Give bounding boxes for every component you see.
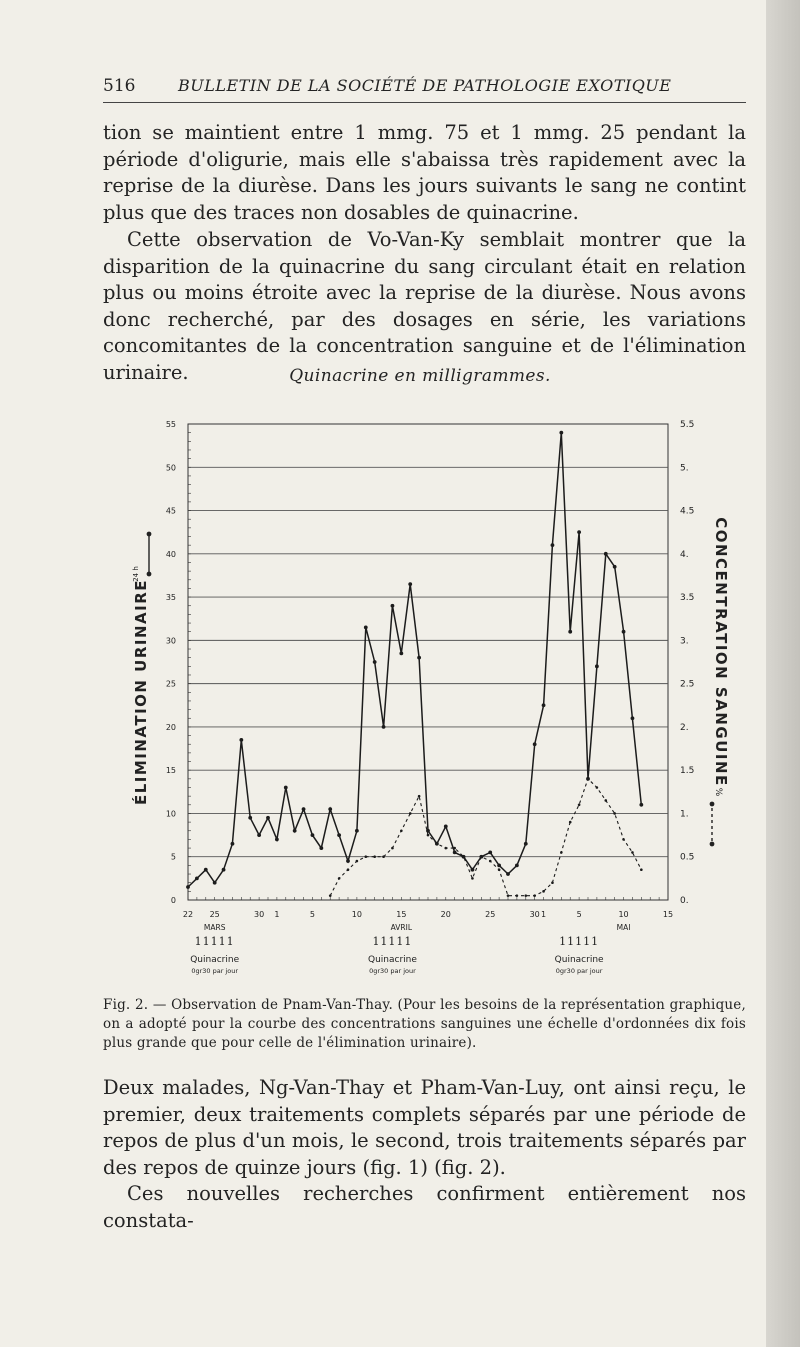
y-left-tick-label: 20 xyxy=(165,722,176,732)
point-concentration xyxy=(596,786,599,789)
legend-dashed-dot xyxy=(710,842,715,847)
treatment-dose: 0gr30 par jour xyxy=(191,967,239,975)
point-concentration xyxy=(436,842,439,845)
point-concentration xyxy=(498,868,501,871)
point-concentration xyxy=(622,838,625,841)
y-right-tick-label: 3. xyxy=(680,636,689,647)
point-concentration xyxy=(631,851,634,854)
page-number: 516 xyxy=(103,76,136,96)
treatment-dose: 0gr30 par jour xyxy=(555,967,603,975)
point-concentration xyxy=(533,894,536,897)
x-tick-label: 1 xyxy=(541,910,547,919)
point-elimination xyxy=(382,725,386,729)
x-tick-label: 10 xyxy=(618,910,629,919)
y-left-tick-label: 55 xyxy=(165,420,176,429)
y-right-tick-label: 0. xyxy=(680,896,689,906)
point-elimination xyxy=(222,868,226,872)
point-elimination xyxy=(417,656,421,660)
point-concentration xyxy=(516,894,519,897)
point-concentration xyxy=(427,834,430,837)
point-elimination xyxy=(471,868,475,872)
point-concentration xyxy=(489,860,492,863)
point-concentration xyxy=(542,890,545,893)
y-right-tick-label: 0.5 xyxy=(680,852,695,863)
point-concentration xyxy=(587,778,590,781)
paragraph-1: tion se maintient entre 1 mmg. 75 et 1 mmg. 25 pendant la période d'oligurie, mais elle s'abaissa très rapidement avec la reprise de la diurèse. Dans les jours suivants le sang ne contint plus que des traces non dosables de quinacrine. xyxy=(103,121,746,224)
header-rule xyxy=(103,102,746,103)
y-left-tick-label: 45 xyxy=(165,506,176,516)
point-concentration xyxy=(391,847,394,850)
y-left-tick-label: 40 xyxy=(165,549,176,559)
treatment-marks: 11111 xyxy=(372,935,413,948)
y-right-tick-label: 1. xyxy=(680,809,689,820)
y-left-tick-label: 25 xyxy=(165,679,176,689)
point-elimination xyxy=(488,851,492,855)
treatment-marks: 11111 xyxy=(194,935,235,948)
point-elimination xyxy=(622,630,626,634)
point-concentration xyxy=(338,877,341,880)
point-elimination xyxy=(595,664,599,668)
point-elimination xyxy=(195,876,199,880)
point-concentration xyxy=(418,795,421,798)
point-elimination xyxy=(373,660,377,664)
x-tick-label: 30 xyxy=(529,910,540,919)
series-line-concentration xyxy=(330,779,641,896)
y-left-tick-label: 30 xyxy=(165,636,176,646)
point-concentration xyxy=(347,868,350,871)
y-right-tick-label: 2. xyxy=(680,722,689,733)
point-elimination xyxy=(213,881,217,885)
point-elimination xyxy=(639,803,643,807)
x-month-label: AVRIL xyxy=(390,923,413,932)
y-left-tick-label: 5 xyxy=(170,852,176,862)
y-right-tick-label: 5. xyxy=(680,463,689,474)
x-tick-label: 15 xyxy=(396,910,407,919)
figure-caption: Fig. 2. — Observation de Pnam-Van-Thay. (Pour les besoins de la représentation graphique, on a adopté pour la courbe des concentrations sanguines une échelle d'ordonnées dix fois plus grande que pour celle de l'élimination urinaire). xyxy=(103,997,746,1051)
y-left-tick-label: 50 xyxy=(165,463,176,473)
point-elimination xyxy=(364,625,368,629)
point-elimination xyxy=(302,807,306,811)
point-concentration xyxy=(480,855,483,858)
point-concentration xyxy=(471,877,474,880)
legend-solid-dot xyxy=(147,532,152,537)
y-right-tick-label: 5.5 xyxy=(680,420,695,430)
point-concentration xyxy=(604,799,607,802)
y-right-tick-label: 2.5 xyxy=(680,679,695,690)
y-right-tick-label: 3.5 xyxy=(680,593,695,604)
point-concentration xyxy=(444,847,447,850)
point-concentration xyxy=(578,804,581,807)
point-elimination xyxy=(568,630,572,634)
series-line-elimination xyxy=(188,433,641,887)
point-concentration xyxy=(329,894,332,897)
point-elimination xyxy=(391,604,395,608)
point-elimination xyxy=(551,543,555,547)
point-elimination xyxy=(515,863,519,867)
x-tick-label: 25 xyxy=(485,910,496,919)
point-concentration xyxy=(569,821,572,824)
point-elimination xyxy=(266,816,270,820)
point-elimination xyxy=(275,838,279,842)
paragraph-4: Ces nouvelles recherches confirment entièrement nos constata- xyxy=(103,1182,746,1232)
point-elimination xyxy=(577,530,581,534)
treatment-dose: 0gr30 par jour xyxy=(369,967,416,975)
chart-top-caption: Quinacrine en milligrammes. xyxy=(289,366,551,386)
point-elimination xyxy=(293,829,297,833)
point-elimination xyxy=(399,651,403,655)
x-month-label: MAI xyxy=(616,923,631,932)
y-right-axis-title: CONCENTRATION SANGUINE xyxy=(712,517,730,787)
y-left-tick-label: 0 xyxy=(170,896,176,905)
legend-solid-dot xyxy=(147,572,152,577)
y-left-axis-title: ÉLIMINATION URINAIRE xyxy=(132,578,150,806)
point-elimination xyxy=(497,863,501,867)
point-concentration xyxy=(373,855,376,858)
point-elimination xyxy=(355,829,359,833)
point-concentration xyxy=(613,812,616,815)
point-elimination xyxy=(444,825,448,829)
point-concentration xyxy=(560,851,563,854)
point-elimination xyxy=(346,859,350,863)
point-concentration xyxy=(356,860,359,863)
treatment-marks: 11111 xyxy=(559,935,600,948)
point-concentration xyxy=(640,868,643,871)
point-concentration xyxy=(382,855,385,858)
point-elimination xyxy=(542,703,546,707)
point-elimination xyxy=(239,738,243,742)
x-tick-label: 20 xyxy=(440,910,451,919)
point-elimination xyxy=(328,807,332,811)
point-elimination xyxy=(408,582,412,586)
x-tick-label: 15 xyxy=(662,910,674,919)
point-elimination xyxy=(524,842,528,846)
running-title: BULLETIN DE LA SOCIÉTÉ DE PATHOLOGIE EXOTIQUE xyxy=(178,76,672,95)
point-elimination xyxy=(311,833,315,837)
y-left-tick-label: 15 xyxy=(165,766,176,776)
legend-dashed-dot xyxy=(710,802,715,807)
point-concentration xyxy=(400,829,403,832)
x-tick-label: 10 xyxy=(351,910,362,919)
point-elimination xyxy=(319,846,323,850)
page-edge-shadow xyxy=(766,0,800,1347)
page-header xyxy=(103,76,746,102)
point-elimination xyxy=(231,842,235,846)
x-month-label: MARS xyxy=(203,923,226,932)
y-right-tick-label: 1.5 xyxy=(680,766,695,777)
y-right-tick-label: 4. xyxy=(680,549,689,560)
point-elimination xyxy=(204,868,208,872)
point-elimination xyxy=(186,885,190,889)
y-left-axis-unit: 24 h xyxy=(132,566,140,582)
point-elimination xyxy=(631,716,635,720)
point-elimination xyxy=(257,833,261,837)
x-tick-label: 30 xyxy=(254,910,265,919)
y-left-tick-label: 10 xyxy=(165,809,176,819)
point-elimination xyxy=(337,833,341,837)
x-tick-label: 22 xyxy=(182,910,194,919)
point-concentration xyxy=(507,894,510,897)
point-concentration xyxy=(409,812,412,815)
point-concentration xyxy=(551,881,554,884)
y-right-axis-unit: % xyxy=(713,787,723,797)
point-elimination xyxy=(613,565,617,569)
treatment-label: Quinacrine xyxy=(367,955,417,965)
x-tick-label: 25 xyxy=(209,910,220,919)
point-elimination xyxy=(533,742,537,746)
point-elimination xyxy=(604,552,608,556)
x-tick-label: 1 xyxy=(274,910,280,919)
y-right-tick-label: 4.5 xyxy=(680,506,695,517)
paragraph-3: Deux malades, Ng-Van-Thay et Pham-Van-Luy, ont ainsi reçu, le premier, deux traitements complets séparés par une période de repos de plus d'un mois, le second, trois traitements séparés par des repos de quinze jours (fig. 1) (fig. 2). xyxy=(103,1076,746,1179)
point-elimination xyxy=(506,872,510,876)
point-concentration xyxy=(453,847,456,850)
point-elimination xyxy=(248,816,252,820)
x-tick-label: 5 xyxy=(309,910,315,919)
x-tick-label: 5 xyxy=(576,910,582,919)
y-left-tick-label: 35 xyxy=(165,593,176,603)
treatment-label: Quinacrine xyxy=(554,955,604,965)
point-concentration xyxy=(462,855,465,858)
treatment-label: Quinacrine xyxy=(190,955,240,965)
figure-2-chart xyxy=(120,400,740,980)
paragraph-2: Cette observation de Vo-Van-Ky semblait montrer que la disparition de la quinacrine du sang circulant était en relation plus ou moins étroite avec la reprise de la diurèse. Nous avons donc recherché, par des dosages en série, les variations concomitantes de la concentration sanguine et de l'élimination urinaire. xyxy=(103,228,746,384)
point-concentration xyxy=(524,894,527,897)
point-concentration xyxy=(364,855,367,858)
point-elimination xyxy=(559,431,563,435)
point-elimination xyxy=(284,786,288,790)
point-elimination xyxy=(453,851,457,855)
